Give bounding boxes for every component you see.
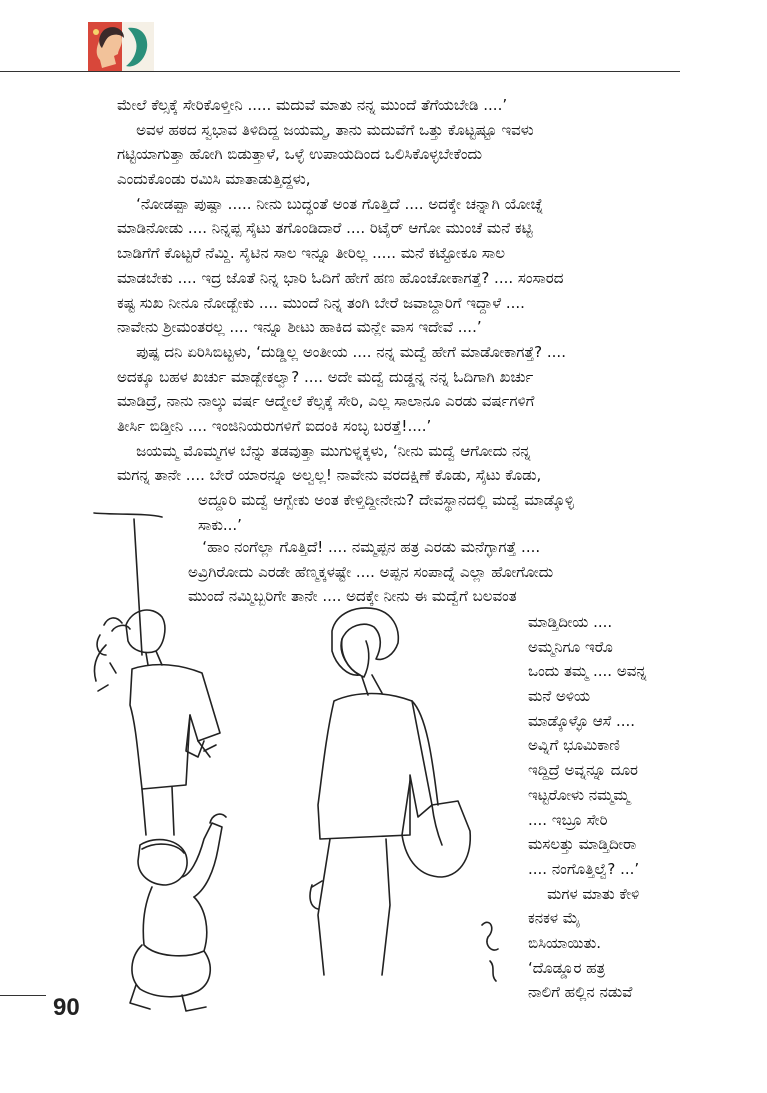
story-line: ಎಂದುಕೊಂಡು ರಮಿಸಿ ಮಾತಾಡುತ್ತಿದ್ದಳು, xyxy=(117,170,311,189)
magazine-logo-icon xyxy=(88,22,154,72)
column-line: ಕನಕಳ ಮೈ xyxy=(528,909,581,928)
story-line: ಅವಳ ಹಠದ ಸ್ವಭಾವ ತಿಳಿದಿದ್ದ ಜಯಮ್ಮ, ತಾನು ಮದುವೆಗೆ ಒತ್ತು ಕೊಟ್ಟಷ್ಟೂ ಇವಳು xyxy=(117,120,534,139)
story-line: ಬಾಡಿಗೆಗೆ ಕೊಟ್ಟರೆ ನೆಮ್ದಿ. ಸೈಟಿನ ಸಾಲ ಇನ್ನೂ ತೀರಿಲ್ಲ ..... ಮನೆ ಕಟ್ಟೋಕೂ ಸಾಲ xyxy=(117,244,505,263)
story-line: ‘ನೋಡಪ್ಪಾ ಪುಷ್ಪಾ ..... ನೀನು ಬುದ್ಧಂತೆ ಅಂತ ಗೊತ್ತಿದೆ .... ಅದಕ್ಕೇ ಚನ್ನಾಗಿ ಯೋಚ್ನೆ xyxy=(117,194,544,213)
story-line: ಕಷ್ಟ ಸುಖ ನೀನೂ ನೋಡ್ಬೇಕು .... ಮುಂದೆ ನಿನ್ನ ತಂಗಿ ಬೇರೆ ಜವಾಬ್ದಾರಿಗೆ ಇದ್ದಾಳೆ .... xyxy=(117,293,525,312)
inset-line: ಮುಂದೆ ನಮ್ಮಿಬ್ಬರಿಗೇ ತಾನೇ .... ಅದಕ್ಕೇ ನೀನು ಈ ಮದ್ವೆಗೆ ಬಲವಂತ xyxy=(188,587,517,606)
column-line: ಮನೆ ಅಳಿಯ xyxy=(528,687,591,706)
story-line: ಜಯಮ್ಮ ಮೊಮ್ಮಗಳ ಬೆನ್ನು ತಡವುತ್ತಾ ಮುಗುಳ್ನಕ್ಕಳು, ‘ನೀನು ಮದ್ವೆ ಆಗೋದು ನನ್ನ xyxy=(117,441,531,460)
story-line: ಪುಷ್ಪ ದನಿ ಏರಿಸಿಬಿಟ್ಟಳು, ‘ದುಡ್ಡಿಲ್ಲ ಅಂತೀಯ .... ನನ್ನ ಮದ್ವೆ ಹೇಗೆ ಮಾಡೋಕಾಗತ್ತೆ? .... xyxy=(117,342,566,361)
story-line: ಅದ್ದೂರಿ ಮದ್ವೆ ಆಗ್ಬೇಕು ಅಂತ ಕೇಳ್ತಿದ್ದೀನೇನು? ದೇವಸ್ಥಾನದಲ್ಲಿ ಮದ್ವೆ ಮಾಡ್ಕೊಳ್ಳಿ xyxy=(117,491,575,509)
column-line: .... ನಂಗೊತ್ತಿಲ್ವೆ? ...’ xyxy=(528,859,640,878)
column-line: ನಾಲಿಗೆ ಹಲ್ಲಿನ ನಡುವೆ xyxy=(528,983,633,1002)
story-line: ಮಗನ್ನ ತಾನೇ .... ಬೇರೆ ಯಾರನ್ನೂ ಅಲ್ವಲ್ಲ! ನಾವೇನು ವರದಕ್ಷಿಣೆ ಕೊಡು, ಸೈಟು ಕೊಡು, xyxy=(117,466,542,485)
column-line: ಮಾಡ್ಕೊಳ್ಳೊ ಆಸೆ .... xyxy=(528,711,636,730)
story-line: ತೀರ್ಸಿ ಬಿಡ್ತೀನಿ .... ಇಂಜಿನಿಯರುಗಳಿಗೆ ಐದಂಕಿ ಸಂಬ್ಳ ಬರತ್ತೆ!....’ xyxy=(117,416,432,435)
column-line: ‘ದೊಡ್ಡೂರ ಹತ್ರ xyxy=(528,958,606,977)
column-line: ಅಮ್ಮನಿಗೂ ಇರೊ xyxy=(528,637,613,656)
inset-text-block xyxy=(188,535,658,609)
column-line: .... ಇಬ್ರೂ ಸೇರಿ xyxy=(528,810,608,829)
header-rule xyxy=(0,71,680,72)
story-line: ಮಾಡಿದ್ರೆ, ನಾನು ನಾಲ್ಕು ವರ್ಷ ಆದ್ಮೇಲೆ ಕೆಲ್ಸಕ್ಕೆ ಸೇರಿ, ಎಲ್ಲ ಸಾಲಾನೂ ಎರಡು ವರ್ಷಗಳಿಗೆ xyxy=(117,392,535,411)
column-line: ಇದ್ದಿದ್ರೆ ಅವ್ನನ್ನೂ ದೂರ xyxy=(528,761,638,780)
story-line: ಅದಕ್ಕೂ ಬಹಳ ಖರ್ಚು ಮಾಡ್ಬೇಕಲ್ವಾ? .... ಅದೇ ಮದ್ವೆ ದುಡ್ಡನ್ನ ನನ್ನ ಓದಿಗಾಗಿ ಖರ್ಚು xyxy=(117,367,534,386)
page-number: 90 xyxy=(53,994,80,1021)
story-line: ಗಟ್ಟಿಯಾಗುತ್ತಾ ಹೋಗಿ ಬಿಡುತ್ತಾಳೆ, ಒಳ್ಳೆ ಉಪಾಯದಿಂದ ಒಲಿಸಿಕೊಳ್ಳಬೇಕೆಂದು xyxy=(117,145,483,164)
column-text-block xyxy=(528,610,688,1005)
column-line: ಇಟ್ಟರೋಳು ನಮ್ಮಮ್ಮ xyxy=(528,785,630,804)
inset-line: ಅವ್ರಿಗಿರೋದು ಎರಡೇ ಹೆಣ್ಮಕ್ಕಳಷ್ಟೇ .... ಅಪ್ಪನ ಸಂಪಾದ್ನೆ ಎಲ್ಲಾ ಹೋಗೋದು xyxy=(188,562,554,581)
column-line: ಮಗಳ ಮಾತು ಕೇಳಿ xyxy=(528,884,640,903)
column-line: ಮಸಲತ್ತು ಮಾಡ್ತಿದೀರಾ xyxy=(528,835,637,854)
inset-line: ‘ಹಾಂ ನಂಗೆಲ್ಲಾ ಗೊತ್ತಿದೆ! .... ನಮ್ಮಪ್ಪನ ಹತ್ರ ಎರಡು ಮನೆಗ್ಳಾಗತ್ತೆ .... xyxy=(188,538,541,556)
column-line: ಮಾಡ್ತಿದೀಯ .... xyxy=(528,613,613,631)
column-line: ಅವ್ನಿಗೆ ಭೂಮಿಕಾಣಿ xyxy=(528,736,620,755)
story-line: ಸಾಕು...’ xyxy=(117,515,242,534)
footer-rule xyxy=(0,995,46,996)
column-line: ಬಿಸಿಯಾಯಿತು. xyxy=(528,933,602,952)
story-text-block xyxy=(117,93,687,537)
story-line: ಮೇಲೆ ಕೆಲ್ಸಕ್ಕೆ ಸೇರಿಕೊಳ್ತೀನಿ ..... ಮದುವೆ ಮಾತು ನನ್ನ ಮುಂದೆ ತೆಗೆಯಬೇಡಿ ....’ xyxy=(117,96,508,114)
column-line: ಒಂದು ತಮ್ಮ .... ಅವನ್ನ xyxy=(528,662,647,681)
story-line: ಮಾಡಬೇಕು .... ಇದ್ರ ಜೊತೆ ನಿನ್ನ ಭಾರಿ ಓದಿಗೆ ಹೇಗೆ ಹಣ ಹೊಂಚೋಕಾಗತ್ತೆ? .... ಸಂಸಾರದ xyxy=(117,268,564,287)
story-line: ಮಾಡಿನೋಡು .... ನಿನ್ನಪ್ಪ ಸೈಟು ತಗೊಂಡಿದಾರೆ .... ರಿಟೈರ್ ಆಗೋ ಮುಂಚೆ ಮನೆ ಕಟ್ಟಿ xyxy=(117,219,533,238)
story-line: ನಾವೇನು ಶ್ರೀಮಂತರಲ್ಲ .... ಇನ್ನೂ ಶೀಟು ಹಾಕಿದ ಮನ್ಲೇ ವಾಸ ಇದೇವೆ ....’ xyxy=(117,318,482,337)
